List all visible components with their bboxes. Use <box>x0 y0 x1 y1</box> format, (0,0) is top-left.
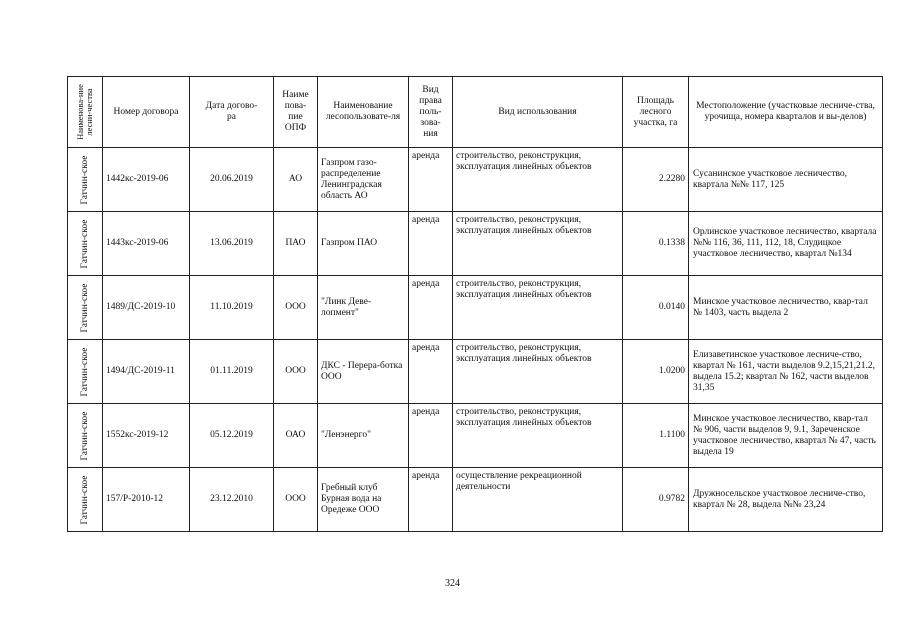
header-forestry-label: Наименова-ние лесни-чества <box>75 84 94 140</box>
cell-usage-type: строительство, реконструкция, эксплуатация линейных объектов <box>453 148 623 212</box>
cell-location: Сусанинское участковое лесничество, квартала №№ 117, 125 <box>689 148 883 212</box>
table-row <box>68 404 883 468</box>
cell-user-name: Газпром газо-распределение Ленинградская область АО <box>318 148 409 212</box>
cell-contract-date: 23.12.2010 <box>190 468 274 532</box>
forestry-label: Гатчин-ское <box>80 347 90 396</box>
cell-forestry <box>68 404 103 468</box>
cell-usage-type: осуществление рекреационной деятельности <box>453 468 623 532</box>
cell-contract-date: 05.12.2019 <box>190 404 274 468</box>
cell-contract-date: 13.06.2019 <box>190 212 274 276</box>
page-number: 324 <box>445 578 460 589</box>
cell-location: Минское участковое лесничество, квар-тал № 1403, часть выдела 2 <box>689 276 883 340</box>
cell-user-name: "Линк Деве-лопмент" <box>318 276 409 340</box>
cell-area: 1.1100 <box>623 404 689 468</box>
cell-opf: ООО <box>274 340 318 404</box>
cell-contract-date: 01.11.2019 <box>190 340 274 404</box>
cell-user-name: Газпром ПАО <box>318 212 409 276</box>
forestry-label: Гатчин-ское <box>80 283 90 332</box>
cell-usage-type: строительство, реконструкция, эксплуатация линейных объектов <box>453 212 623 276</box>
header-forestry <box>68 77 103 148</box>
header-right-type: Вид права поль-зова-ния <box>409 77 453 148</box>
cell-area: 2.2280 <box>623 148 689 212</box>
header-usage-type: Вид использования <box>453 77 623 148</box>
table-row <box>68 148 883 212</box>
cell-usage-type: строительство, реконструкция, эксплуатация линейных объектов <box>453 276 623 340</box>
table-row <box>68 340 883 404</box>
cell-right-type: аренда <box>409 340 453 404</box>
table-row <box>68 468 883 532</box>
cell-area: 0.1338 <box>623 212 689 276</box>
table-row <box>68 212 883 276</box>
forestry-label: Гатчин-ское <box>80 411 90 460</box>
forest-lease-table <box>67 76 883 532</box>
cell-right-type: аренда <box>409 276 453 340</box>
cell-location: Дружносельское участковое лесниче-ство, квартал № 28, выдела №№ 23,24 <box>689 468 883 532</box>
cell-area: 1.0200 <box>623 340 689 404</box>
header-location: Местоположение (участковые лесниче-ства, урочища, номера кварталов и вы-делов) <box>689 77 883 148</box>
cell-contract-no: 1442кс-2019-06 <box>103 148 190 212</box>
cell-opf: ООО <box>274 276 318 340</box>
cell-forestry <box>68 148 103 212</box>
cell-opf: АО <box>274 148 318 212</box>
cell-right-type: аренда <box>409 404 453 468</box>
cell-contract-no: 1494/ДС-2019-11 <box>103 340 190 404</box>
cell-contract-date: 20.06.2019 <box>190 148 274 212</box>
cell-contract-date: 11.10.2019 <box>190 276 274 340</box>
header-contract-no: Номер договора <box>103 77 190 148</box>
header-area: Площадь лесного участка, га <box>623 77 689 148</box>
cell-forestry <box>68 468 103 532</box>
cell-right-type: аренда <box>409 212 453 276</box>
header-user-name: Наименование лесопользовате-ля <box>318 77 409 148</box>
header-opf: Наиме пова-пие ОПФ <box>274 77 318 148</box>
cell-contract-no: 1489/ДС-2019-10 <box>103 276 190 340</box>
forestry-label: Гатчин-ское <box>80 219 90 268</box>
cell-area: 0.9782 <box>623 468 689 532</box>
cell-right-type: аренда <box>409 148 453 212</box>
cell-location: Орлинское участковое лесничество, квартала №№ 116, 36, 111, 112, 18, Слудицкое участковое лесничество, квартал №134 <box>689 212 883 276</box>
cell-opf: ОАО <box>274 404 318 468</box>
table-row <box>68 276 883 340</box>
cell-area: 0.0140 <box>623 276 689 340</box>
header-row <box>68 77 883 148</box>
cell-contract-no: 1443кс-2019-06 <box>103 212 190 276</box>
cell-usage-type: строительство, реконструкция, эксплуатация линейных объектов <box>453 404 623 468</box>
cell-contract-no: 157/Р-2010-12 <box>103 468 190 532</box>
forestry-label: Гатчин-ское <box>80 155 90 204</box>
cell-location: Елизаветинское участковое лесниче-ство, квартал № 161, части выделов 9.2,15,21,21.2, выдела 15.2; квартал № 162, части выделов 31,35 <box>689 340 883 404</box>
cell-user-name: Гребный клуб Бурная вода на Оредеже ООО <box>318 468 409 532</box>
cell-right-type: аренда <box>409 468 453 532</box>
cell-usage-type: строительство, реконструкция, эксплуатация линейных объектов <box>453 340 623 404</box>
cell-location: Минское участковое лесничество, квар-тал № 906, части выделов 9, 9.1, Зареченское участковое лесничество, квартал № 47, часть выдела 19 <box>689 404 883 468</box>
cell-contract-no: 1552кс-2019-12 <box>103 404 190 468</box>
cell-forestry <box>68 340 103 404</box>
cell-opf: ПАО <box>274 212 318 276</box>
cell-opf: ООО <box>274 468 318 532</box>
cell-user-name: ДКС - Перера-ботка ООО <box>318 340 409 404</box>
forestry-label: Гатчин-ское <box>80 475 90 524</box>
cell-user-name: "Ленэнерго" <box>318 404 409 468</box>
header-contract-date: Дата догово-ра <box>190 77 274 148</box>
cell-forestry <box>68 212 103 276</box>
cell-forestry <box>68 276 103 340</box>
